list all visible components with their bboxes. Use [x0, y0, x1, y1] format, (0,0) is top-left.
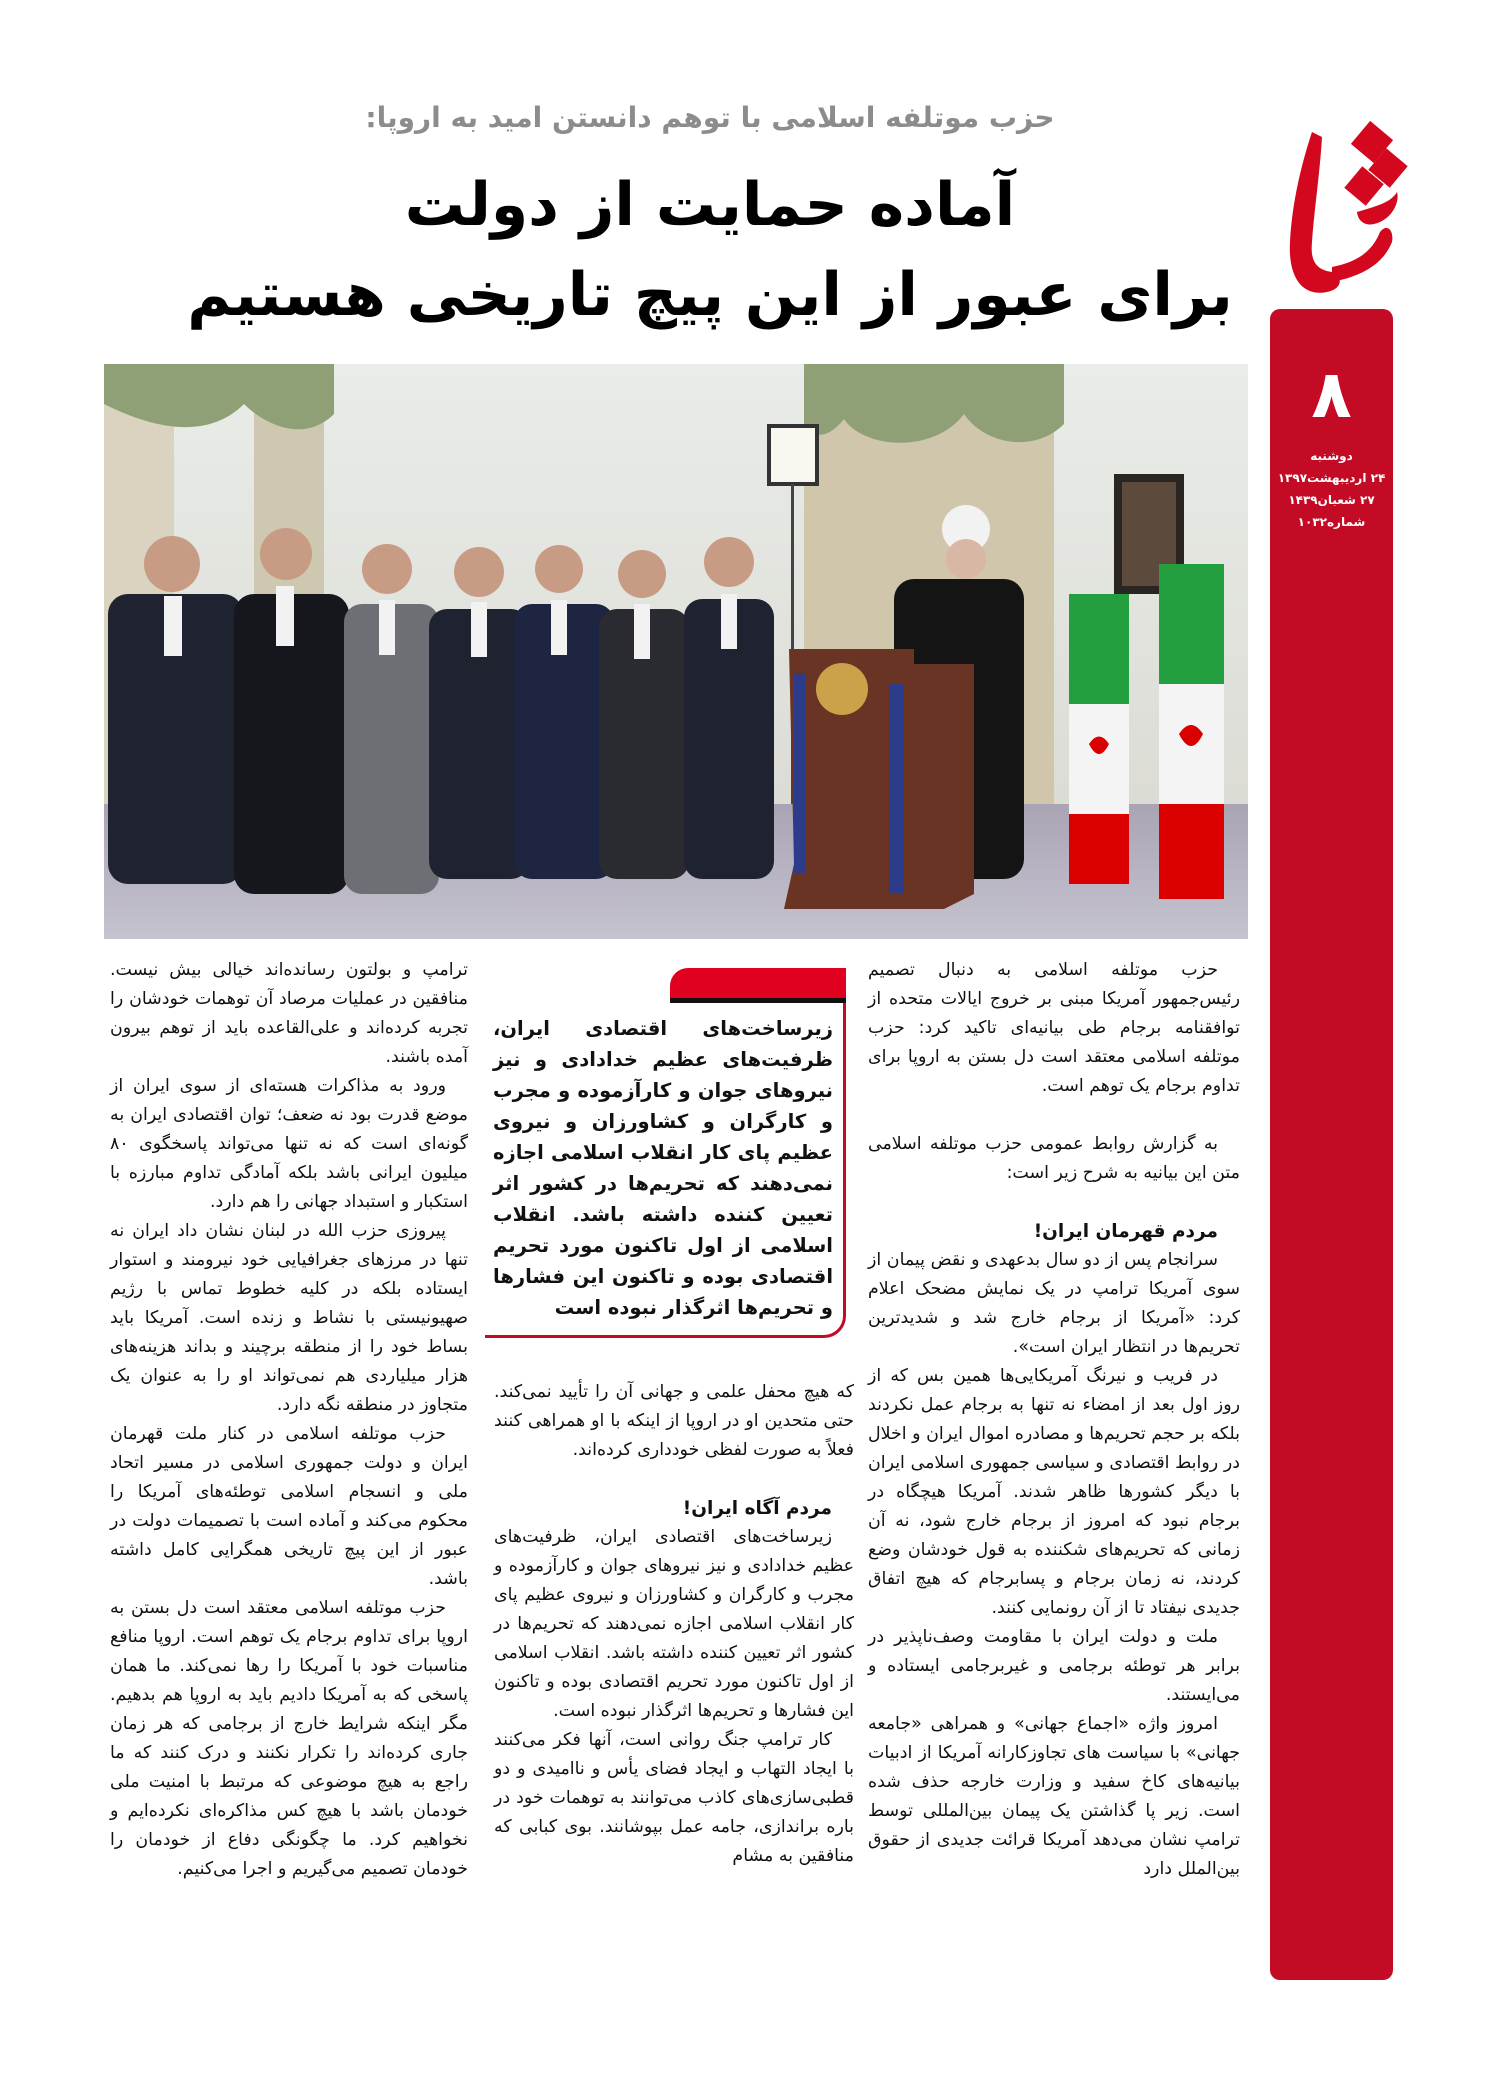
issue-day: دوشنبه	[1310, 449, 1353, 463]
paragraph: که هیچ محفل علمی و جهانی آن را تأیید نمی‌کند. حتی متحدین او در اروپا از اینکه با او همراهی کنند فعلاً به صورت لفظی خودداری کرده‌اند.	[494, 1382, 854, 1460]
paragraph: امروز واژه «اجماع جهانی» و همراهی «جامعه جهانی» با سیاست های تجاوزکارانه آمریکا از ادبیات بیانیه‌های کاخ سفید و وزارت خارجه حذف شده است. زیر پا گذاشتن یک پیمان بین‌المللی توسط ترامپ نشان می‌دهد آمریکا قرائت جدیدی از حقوق بین‌الملل دارد	[868, 1714, 1240, 1879]
paragraph: حزب موتلفه اسلامی معتقد است دل بستن به اروپا برای تداوم برجام یک توهم است. اروپا منافع مناسبات خود با آمریکا را رها نمی‌کند. ما همان پاسخی که به آمریکا دادیم باید به اروپا هم بدهیم. مگر اینکه شرایط خارج از برجامی که هر زمان جاری کرده‌اند را تکرار نکنند و درک کنند که ما راجع به هیچ موضوعی که مرتبط با امنیت ملی خودمان باشد با هیچ کس مذاکره‌ای نکرده‌ایم و نخواهیم کرد. ما چگونگی دفاع از خودمان را خودمان تصمیم می‌گیریم و اجرا می‌کنیم.	[110, 1598, 468, 1879]
paragraph: سرانجام پس از دو سال بدعهدی و نقض پیمان از سوی آمریکا ترامپ در یک نمایش مضحک اعلام کرد: «آمریکا از برجام خارج شد و شدیدترین تحریم‌ها در انتظار ایران است».	[868, 1250, 1240, 1357]
pull-quote-text: زیرساخت‌های اقتصادی ایران، ظرفیت‌های عظیم خدادادی و نیز نیروهای جوان و کارآزموده و مجرب و کارگران و کشاورزان و نیروی عظیم پای کار انقلاب اسلامی اجازه نمی‌دهند که تحریم‌ها در کشور اثر تعیین کننده داشته باشد. انقلاب اسلامی از اول تاکنون مورد تحریم اقتصادی بوده و تاکنون این فشارها و تحریم‌ها اثرگذار نبوده است	[493, 1017, 833, 1319]
headline-line-2: برای عبور از این پیچ تاریخی هستیم	[187, 260, 1233, 330]
paragraph: ترامپ و بولتون رسانده‌اند خیالی بیش نیست. منافقین در عملیات مرصاد آن توهمات خودشان را تجربه کرده‌اند و علی‌القاعده باید از توهم بیرون آمده باشند.	[110, 960, 468, 1067]
issue-number: شماره۱۰۳۲	[1297, 515, 1366, 529]
paragraph: ورود به مذاکرات هسته‌ای از سوی ایران از موضع قدرت بود نه ضعف؛ توان اقتصادی ایران به گونه‌ای است که نه تنها می‌تواند پاسخگوی ۸۰ میلیون ایرانی باشد بلکه آمادگی تداوم مبارزه با استکبار و استبداد جهانی را هم دارد.	[110, 1076, 468, 1212]
paragraph: پیروزی حزب الله در لبنان نشان داد ایران نه تنها در مرزهای جغرافیایی خود نیرومند و استوار ایستاده بلکه در کلیه خطوط تماس با رژیم صهیونیستی با نشاط و زنده است. آمریکا باید بساط خود را از منطقه برچیند و بداند هزینه‌های هزار میلیاردی هم نمی‌تواند او را به عنوان یک متجاوز در منطقه نگه دارد.	[110, 1221, 468, 1415]
paragraph: کار ترامپ جنگ روانی است، آنها فکر می‌کنند با ایجاد التهاب و ایجاد فضای یأس و ناامیدی و دو قطبی‌سازی‌های کاذب می‌توانند به توهمات خود در باره براندازی، جامه عمل بپوشانند. بوی کبابی که منافقین به مشام	[494, 1730, 854, 1866]
page-number: ۸	[1311, 356, 1352, 433]
headline-line-1: آماده حمایت از دولت	[404, 170, 1016, 240]
pull-quote-box	[485, 964, 861, 1338]
article-column-right	[868, 956, 1240, 1884]
paragraph: به گزارش روابط عمومی حزب موتلفه اسلامی متن این بیانیه به شرح زیر است:	[868, 1134, 1240, 1183]
newspaper-logo	[1262, 92, 1412, 302]
sidebar-red-band	[1270, 309, 1393, 1980]
article-photo	[104, 364, 1248, 939]
quote-border	[485, 1003, 846, 1338]
section-heading: مردم آگاه ایران!	[682, 1498, 832, 1519]
photo-icon	[104, 364, 1248, 939]
section-heading: مردم قهرمان ایران!	[1033, 1221, 1218, 1242]
article-column-left	[110, 956, 468, 1884]
quote-tab-decoration	[670, 968, 846, 1003]
paragraph: زیرساخت‌های اقتصادی ایران، ظرفیت‌های عظیم خدادادی و نیز نیروهای جوان و کارآزموده و مجرب و کارگران و کشاورزان و نیروی عظیم پای کار انقلاب اسلامی اجازه نمی‌دهند که تحریم‌ها در کشور اثر تعیین کننده داشته باشد. انقلاب اسلامی از اول تاکنون مورد تحریم اقتصادی بوده و تاکنون این فشارها و تحریم‌ها اثرگذار نبوده است.	[494, 1527, 854, 1721]
paragraph: حزب موتلفه اسلامی به دنبال تصمیم رئیس‌جمهور آمریکا مبنی بر خروج ایالات متحده از توافقنامه برجام طی بیانیه‌ای تاکید کرد: حزب موتلفه اسلامی معتقد است دل بستن به اروپا برای تداوم برجام یک توهم است.	[868, 960, 1240, 1096]
logo-calligraphy-icon	[1262, 92, 1412, 302]
paragraph: در فریب و نیرنگ آمریکایی‌ها همین بس که از روز اول بعد از امضاء نه تنها به برجام عمل نکردند بلکه بر حجم تحریم‌ها و مصادره اموال ایران و اخلال در روابط اقتصادی و سیاسی جمهوری اسلامی ایران با دیگر کشورها ظاهر شدند. آمریکا هیچگاه در برجام نبود که امروز از برجام خارج شود، نه آن زمانی که تحریم‌های شکننده به قول خودشان وضع کردند، نه زمان برجام و پسابرجام که هیچ اتفاق جدیدی نیفتاد تا از آن رونمایی کنند.	[868, 1366, 1240, 1618]
paragraph: ملت و دولت ایران با مقاومت وصف‌ناپذیر در برابر هر توطئه برجامی و غیربرجامی ایستاده و می‌ایستند.	[868, 1627, 1240, 1705]
issue-date-lunar: ۲۷ شعبان۱۴۳۹	[1288, 493, 1375, 507]
article-column-middle	[494, 1378, 854, 1871]
issue-date-solar: ۲۴ اردیبهشت۱۳۹۷	[1277, 471, 1386, 485]
paragraph: حزب موتلفه اسلامی در کنار ملت قهرمان ایران و دولت جمهوری اسلامی در مسیر اتحاد ملی و انسجام اسلامی توطئه‌های آمریکا را محکوم می‌کند و آماده است با تصمیمات دولت در عبور از این پیچ تاریخی همگرایی کامل داشته باشد.	[110, 1424, 468, 1589]
article-kicker: حزب موتلفه اسلامی با توهم دانستن امید به اروپا:	[365, 101, 1055, 134]
